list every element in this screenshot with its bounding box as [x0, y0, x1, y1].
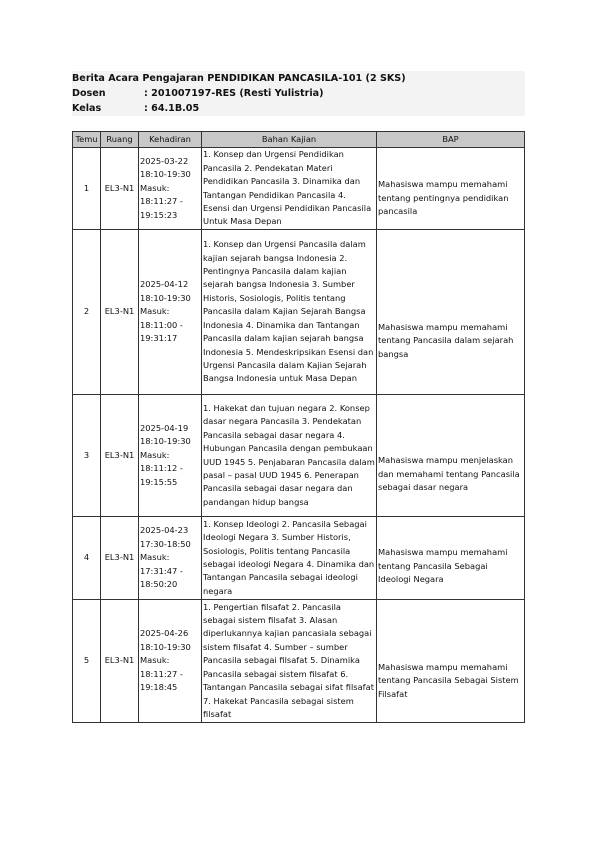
bahan-kajian-cell: 1. Konsep Ideologi 2. Pancasila Sebagai Ideologi Negara 3. Sumber Historis, Sosiologis, Politis tentang Pancasila sebagai ideologi Negara 4. Dinamika dan Tantangan Pancasila sebagai ideologi negara [202, 517, 377, 600]
bahan-kajian-cell: 1. Pengertian filsafat 2. Pancasila sebagai sistem filsafat 3. Alasan diperlukannya kajian pancasiala sebagai sistem filsafat 4. Sumber – sumber Pancasila sebagai filsafat 5. Dinamika Pancasila sebagai sistem filsafat 6. Tantangan Pancasila sebagai sifat filsafat 7. Hakekat Pancasila sebagai sistem filsafat [202, 600, 377, 723]
table-header-row [73, 132, 525, 148]
masuk-label: Masuk: [140, 655, 170, 666]
bahan-kajian-cell: 1. Konsep dan Urgensi Pancasila dalam kajian sejarah bangsa Indonesia 2. Pentingnya Pancasila dalam kajian sejarah bangsa Indonesia 3. Sumber Historis, Sosiologis, Politis tentang Pancasila dalam Kajian Sejarah Bangsa Indonesia 4. Dinamika dan Tantangan Pancasila dalam kajian sejarah bangsa Indonesia 5. Mendeskripsikan Esensi dan Urgensi Pancasila dalam Kajian Sejarah Bangsa Indonesia untuk Masa Depan [202, 230, 377, 395]
ruang-cell: EL3-N1 [101, 517, 139, 600]
kehadiran-cell [139, 517, 202, 600]
kelas-label: Kelas [72, 103, 102, 114]
jam-masuk: 18:11:27 - [140, 196, 183, 207]
tanggal: 2025-03-22 [140, 155, 189, 166]
tanggal: 2025-04-19 [140, 422, 189, 433]
bap-cell [377, 395, 525, 517]
bahan-kajian-cell: 1. Konsep dan Urgensi Pendidikan Pancasila 2. Pendekatan Materi Pendidikan Pancasila 3. Dinamika dan Tantangan Pendidikan Pancasila 4. Esensi dan Urgensi Pendidikan Pancasila Untuk Masa Depan [202, 148, 377, 230]
jadwal-jam: 18:10-19:30 [140, 641, 191, 652]
temu-cell: 2 [73, 230, 101, 395]
bap-text: Mahasiswa mampu menjelaskan dan memahami tentang Pancasila sebagai dasar negara [378, 455, 520, 493]
jam-masuk: 18:11:12 - [140, 463, 183, 474]
table-row [73, 395, 525, 517]
temu-cell: 4 [73, 517, 101, 600]
bap-text: Mahasiswa mampu memahami tentang Pancasila Sebagai Ideologi Negara [378, 547, 508, 585]
temu-cell: 1 [73, 148, 101, 230]
jadwal-jam: 17:30-18:50 [140, 538, 191, 549]
bap-cell [377, 230, 525, 395]
ruang-cell: EL3-N1 [101, 230, 139, 395]
bap-table [72, 131, 525, 723]
kehadiran-cell [139, 230, 202, 395]
tanggal: 2025-04-12 [140, 279, 189, 290]
column-header-bahan-kajian: Bahan Kajian [202, 132, 377, 148]
jam-masuk: 17:31:47 - [140, 565, 183, 576]
jam-keluar: 19:31:17 [140, 333, 178, 344]
bap-cell [377, 517, 525, 600]
dosen-value: : 201007197-RES (Resti Yulistria) [144, 88, 324, 99]
ruang-cell: EL3-N1 [101, 395, 139, 517]
bap-cell [377, 600, 525, 723]
jam-masuk: 18:11:00 - [140, 319, 183, 330]
masuk-label: Masuk: [140, 306, 170, 317]
jam-masuk: 18:11:27 - [140, 668, 183, 679]
bap-text: Mahasiswa mampu memahami tentang Pancasila dalam sejarah bangsa [378, 321, 514, 359]
tanggal: 2025-04-23 [140, 525, 189, 536]
tanggal: 2025-04-26 [140, 628, 189, 639]
column-header-kehadiran: Kehadiran [139, 132, 202, 148]
dosen-row [72, 86, 525, 101]
kehadiran-cell [139, 600, 202, 723]
kelas-value: : 64.1B.05 [144, 103, 200, 114]
column-header-ruang: Ruang [101, 132, 139, 148]
jadwal-jam: 18:10-19:30 [140, 292, 191, 303]
document-header [72, 71, 525, 116]
dosen-label: Dosen [72, 88, 106, 99]
table-row [73, 600, 525, 723]
column-header-bap: BAP [377, 132, 525, 148]
table-row [73, 517, 525, 600]
temu-cell: 3 [73, 395, 101, 517]
bap-cell [377, 148, 525, 230]
kehadiran-cell [139, 395, 202, 517]
bap-text: Mahasiswa mampu memahami tentang Pancasila Sebagai Sistem Filsafat [378, 661, 519, 699]
table-row [73, 230, 525, 395]
kehadiran-cell [139, 148, 202, 230]
column-header-temu: Temu [73, 132, 101, 148]
jadwal-jam: 18:10-19:30 [140, 436, 191, 447]
jam-keluar: 19:15:55 [140, 476, 178, 487]
jam-keluar: 19:15:23 [140, 209, 178, 220]
ruang-cell: EL3-N1 [101, 148, 139, 230]
temu-cell: 5 [73, 600, 101, 723]
jadwal-jam: 18:10-19:30 [140, 169, 191, 180]
table-row [73, 148, 525, 230]
document-title: Berita Acara Pengajaran PENDIDIKAN PANCASILA-101 (2 SKS) [72, 73, 406, 84]
kelas-row [72, 101, 525, 116]
masuk-label: Masuk: [140, 449, 170, 460]
bahan-kajian-cell: 1. Hakekat dan tujuan negara 2. Konsep dasar negara Pancasila 3. Pendekatan Pancasila sebagai dasar negara 4. Hubungan Pancasila dengan pembukaan UUD 1945 5. Penjabaran Pancasila dalam pasal – pasal UUD 1945 6. Penerapan Pancasila sebagai dasar negara dan pandangan hidup bangsa [202, 395, 377, 517]
jam-keluar: 19:18:45 [140, 682, 178, 693]
masuk-label: Masuk: [140, 552, 170, 563]
ruang-cell: EL3-N1 [101, 600, 139, 723]
jam-keluar: 18:50:20 [140, 579, 178, 590]
bap-text: Mahasiswa mampu memahami tentang pentingnya pendidikan pancasila [378, 179, 509, 217]
masuk-label: Masuk: [140, 182, 170, 193]
